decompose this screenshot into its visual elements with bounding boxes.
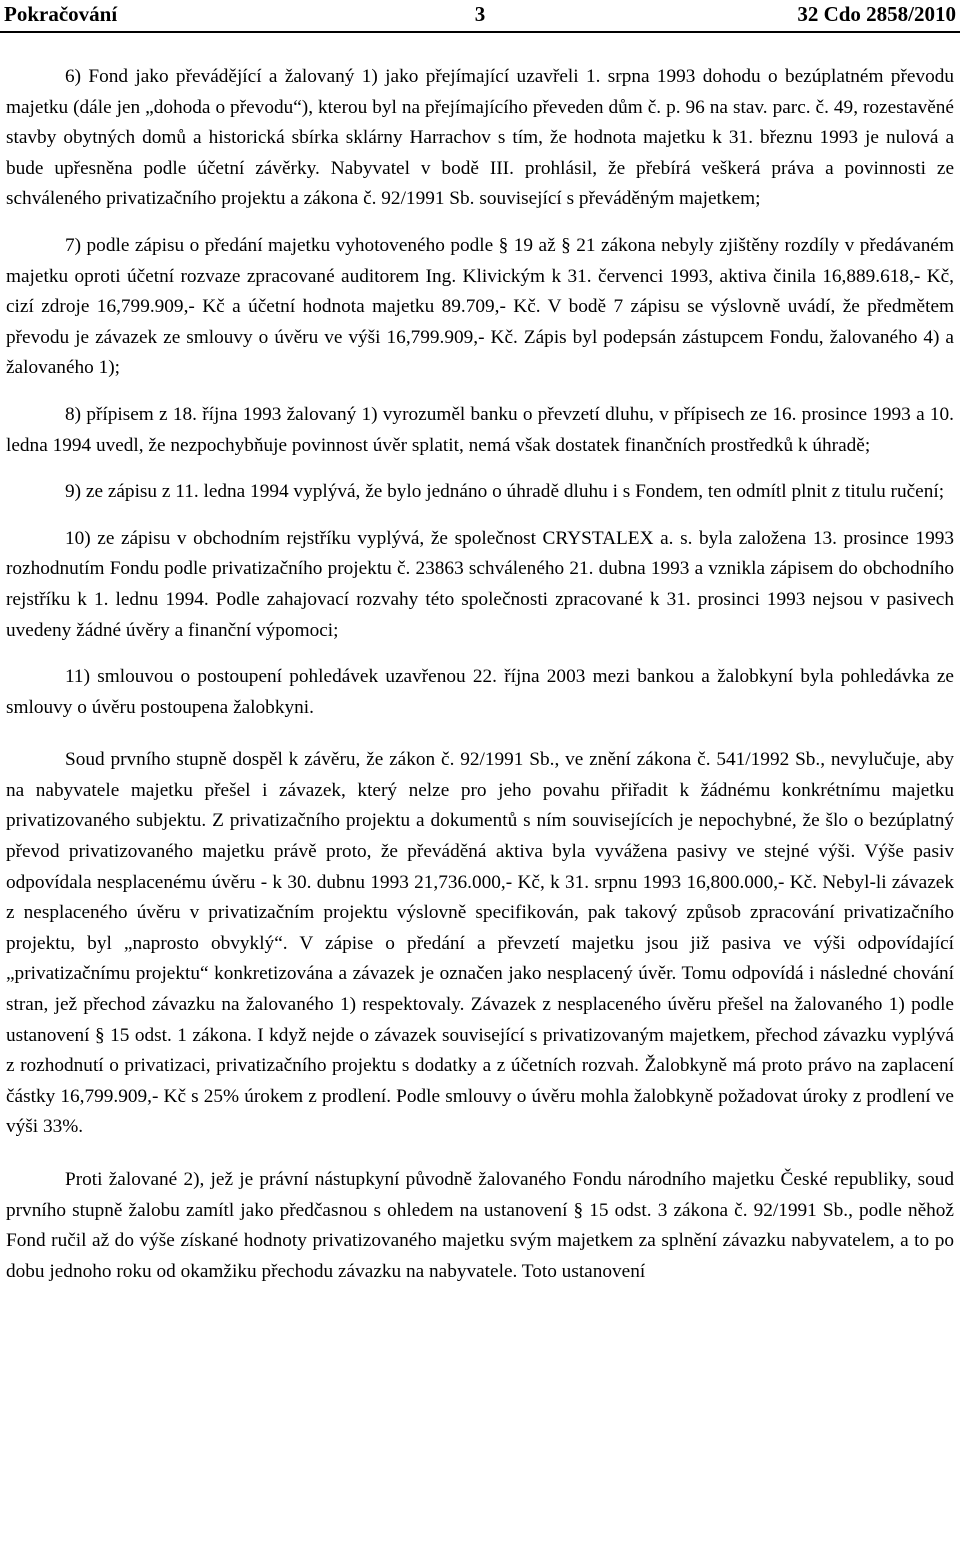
document-body (6, 62, 954, 1287)
paragraph-against-defendant-2: Proti žalované 2), jež je právní nástupkyní původně žalovaného Fondu národního majetku České republiky, soud prvního stupně žalobu zamítl jako předčasnou s ohledem na ustanovení § 15 odst. 3 zákona č. 92/1991 Sb., podle něhož Fond ručil až do výše získané hodnoty privatizovaného majetku svým majetkem za splnění závazku nabyvatelem, a to po dobu jednoho roku od okamžiku přechodu závazku na nabyvatele. Toto ustanovení (6, 1169, 954, 1282)
paragraph-item-7: 7) podle zápisu o předání majetku vyhotoveného podle § 19 až § 21 zákona nebyly zjištěny rozdíly v předávaném majetku oproti účetní rozvaze zpracované auditorem Ing. Klivickým k 31. červenci 1993, aktiva činila 16,889.618,- Kč, cizí zdroje 16,799.909,- Kč a účetní hodnota majetku 89.709,- Kč. V bodě 7 zápisu se výslovně uvádí, že předmětem převodu je závazek ze smlouvy o úvěru ve výši 16,799.909,- Kč. Zápis byl podepsán zástupcem Fondu, žalovaného 4) a žalovaného 1); (6, 234, 954, 379)
header-case-number: 32 Cdo 2858/2010 (797, 2, 956, 26)
paragraph-item-9: 9) ze zápisu z 11. ledna 1994 vyplývá, že bylo jednáno o úhradě dluhu i s Fondem, ten odmítl plnit z titulu ručení; (65, 481, 945, 503)
page-header (0, 0, 960, 30)
paragraph-item-10: 10) ze zápisu v obchodním rejstříku vyplývá, že společnost CRYSTALEX a. s. byla založena 13. prosince 1993 rozhodnutím Fondu podle privatizačního projektu č. 23863 schváleného 21. dubna 1993 a vznikla zápisem do obchodního rejstříku k 1. lednu 1994. Podle zahajovací rozvahy této společnosti zpracované k 31. prosinci 1993 nejsou v pasivech uvedeny žádné úvěry a finanční výpomoci; (6, 527, 954, 641)
paragraph-court-reasoning: Soud prvního stupně dospěl k závěru, že zákon č. 92/1991 Sb., ve znění zákona č. 541/1992 Sb., nevylučuje, aby na nabyvatele majetku přešel i závazek, který nelze pro jeho povahu přiřadit k žádnému konkrétnímu majetku privatizovaného subjektu. Z privatizačního projektu a dokumentů s ním souvisejících je nepochybné, že šlo o bezúplatný převod privatizovaného majetku právě proto, že převáděná aktiva byla vyvážena pasivy ve stejné výši. Výše pasiv odpovídala nesplacenému úvěru - k 30. dubnu 1993 21,736.000,- Kč, k 31. srpnu 1993 16,800.000,- Kč. Nebyl-li závazek z nesplaceného úvěru v privatizačním projektu výslovně specifikován, pak takový způsob zpracování privatizačního projektu, byl „naprosto obvyklý“. V zápise o předání a převzetí majetku jsou již pasiva ve výši odpovídající „privatizačnímu projektu“ konkretizována a závazek je označen jako nesplacený úvěr. Tomu odpovídá i následné chování stran, jež přechod závazku na žalovaného 1) respektovaly. Závazek z nesplaceného úvěru přešel na žalovaného 1) podle ustanovení § 15 odst. 1 zákona. I když nejde o závazek související s privatizovaným majetkem, přechod závazku vyplývá z rozhodnutí o privatizaci, privatizačního projektu s dodatky a z účetních rozvah. Žalobkyně má proto právo na zaplacení částky 16,799.909,- Kč s 25% úrokem z prodlení. Podle smlouvy o úvěru mohla žalobkyně požadovat úroky z prodlení ve výši 33%. (6, 749, 954, 1138)
paragraph-item-6: 6) Fond jako převádějící a žalovaný 1) jako přejímající uzavřeli 1. srpna 1993 dohodu o bezúplatném převodu majetku (dále jen „dohoda o převodu“), kterou byl na přejímajícího převeden dům č. p. 96 na stav. parc. č. 49, rozestavěné stavby obytných domů a historická sbírka sklárny Harrachov s tím, že hodnota majetku k 31. březnu 1993 je nulová a bude upřesněna podle účetní závěrky. Nabyvatel v bodě III. prohlásil, že přebírá veškerá práva a povinnosti ze schváleného privatizačního projektu a zákona č. 92/1991 Sb. související s převáděným majetkem; (6, 66, 954, 210)
paragraph-item-11: 11) smlouvou o postoupení pohledávek uzavřenou 22. října 2003 mezi bankou a žalobkyní byla pohledávka ze smlouvy o úvěru postoupena žalobkyni. (6, 666, 954, 718)
header-page-number: 3 (474, 2, 486, 26)
paragraph-item-8: 8) přípisem z 18. října 1993 žalovaný 1) vyrozuměl banku o převzetí dluhu, v přípisech ze 16. prosince 1993 a 10. ledna 1994 uvedl, že nezpochybňuje povinnost úvěr splatit, nemá však dostatek finančních prostředků k úhradě; (6, 403, 954, 456)
header-divider (0, 31, 960, 33)
header-continuation-label: Pokračování (4, 2, 118, 26)
